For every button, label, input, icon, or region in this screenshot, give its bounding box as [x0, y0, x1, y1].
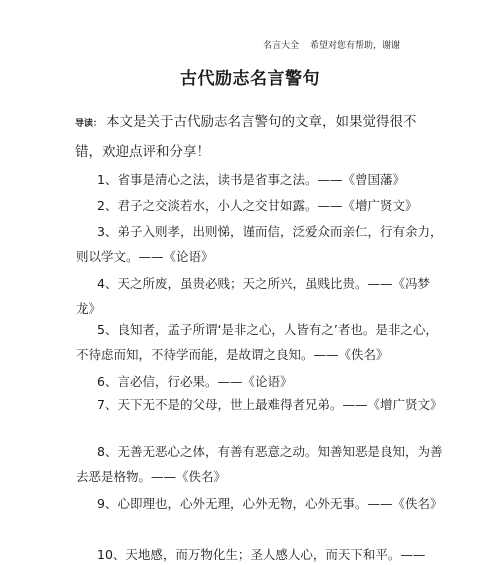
- page-title: 古代励志名言警句: [180, 69, 320, 89]
- intro-text: 本文是关于古代励志名言警句的文章，如果觉得很不错，欢迎点评和分享！: [75, 114, 417, 160]
- tagline: 希望对您有帮助，谢谢: [309, 41, 400, 51]
- quote-item: 2、君子之交淡若水，小人之交甘如露。——《增广贤文》: [97, 198, 418, 213]
- quote-item: 9、心即理也，心外无理，心外无物，心外无事。——《佚名》: [97, 496, 443, 511]
- quote-item-continuation: 不待虑而知，不待学而能，是故谓之良知。——《佚名》: [76, 347, 389, 362]
- quote-item: 8、无善无恶心之体，有善有恶意之动。知善知恶是良知，为善: [97, 444, 443, 459]
- quote-item: 6、言必信，行必果。——《论语》: [97, 374, 293, 389]
- quote-item-continuation: 则以学文。——《论语》: [76, 249, 214, 264]
- quote-item-continuation: 龙》: [76, 301, 102, 316]
- intro-label: 导读：: [75, 119, 103, 129]
- quote-item-continuation: 去恶是格物。——《佚名》: [76, 469, 227, 484]
- quote-item: 1、省事是清心之法，读书是省事之法。——《曾国藩》: [97, 172, 405, 187]
- quote-item: 7、天下无不是的父母，世上最难得者兄弟。——《增广贤文》: [97, 397, 443, 412]
- quote-item: 4、天之所废，虽贵必贱；天之所兴，虽贱比贵。——《冯梦: [97, 276, 430, 291]
- quote-item: 5、良知者，孟子所谓‘是非之心，人皆有之’者也。是非之心，: [97, 322, 438, 337]
- site-name: 名言大全: [263, 41, 300, 51]
- quote-item: 3、弟子入则孝，出则悌，谨而信，泛爱众而亲仁，行有余力，: [97, 224, 443, 239]
- quote-item: 10、天地感，而万物化生；圣人感人心，而天下和平。——: [97, 547, 426, 562]
